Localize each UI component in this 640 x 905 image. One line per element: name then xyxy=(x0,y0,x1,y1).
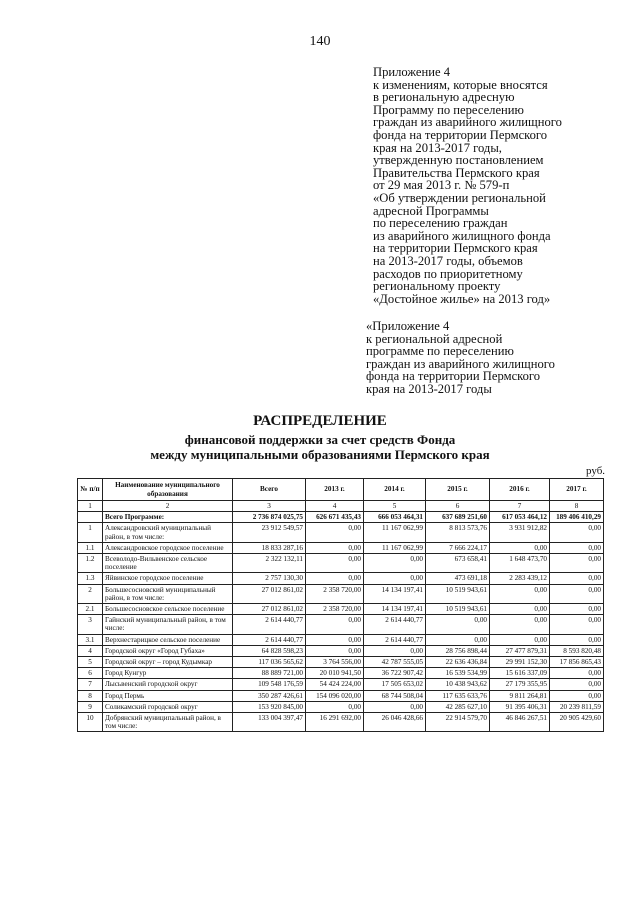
note-line: «Приложение 4 xyxy=(366,319,450,333)
header-2015: 2015 г. xyxy=(426,479,490,501)
amount-cell: 7 666 224,17 xyxy=(426,542,490,553)
amount-cell: 0,00 xyxy=(550,604,604,615)
header-2016: 2016 г. xyxy=(490,479,550,501)
amount-cell: 17 505 653,02 xyxy=(364,679,426,690)
amount-cell: 2 614 440,77 xyxy=(364,634,426,645)
amount-cell: 0,00 xyxy=(490,604,550,615)
row-number: 1.1 xyxy=(78,542,103,553)
total-cell: 626 671 435,43 xyxy=(306,512,364,523)
amount-cell: 20 239 811,59 xyxy=(550,701,604,712)
note-line: «Об утверждении региональной xyxy=(373,190,546,205)
amount-cell: 0,00 xyxy=(550,634,604,645)
amount-cell: 0,00 xyxy=(550,554,604,573)
table-row xyxy=(78,584,604,603)
amount-cell: 28 756 898,44 xyxy=(426,645,490,656)
municipality-name: Лысьвенский городской округ xyxy=(103,679,233,690)
table-row xyxy=(78,645,604,656)
note-line: расходов по приоритетному xyxy=(373,266,523,281)
amount-cell: 0,00 xyxy=(550,542,604,553)
municipality-name: Гайнский муниципальный район, в том числе: xyxy=(103,615,233,634)
note-line: на территории Пермского края xyxy=(373,241,538,256)
municipality-name: Соликамский городской округ xyxy=(103,701,233,712)
note-line: Приложение 4 xyxy=(373,65,451,79)
municipality-name: Большесосновское сельское поселение xyxy=(103,604,233,615)
municipality-name: Александровское городское поселение xyxy=(103,542,233,553)
column-index: 5 xyxy=(364,501,426,512)
table-row xyxy=(78,713,604,732)
amount-cell: 154 096 020,00 xyxy=(306,690,364,701)
row-number: 5 xyxy=(78,657,103,668)
table-row xyxy=(78,542,604,553)
document-subheading-line1: финансовой поддержки за счет средств Фонда xyxy=(184,432,456,447)
row-number: 7 xyxy=(78,679,103,690)
row-number: 1.3 xyxy=(78,573,103,584)
municipality-name: Верхнестарицкое сельское поселение xyxy=(103,634,233,645)
amount-cell: 0,00 xyxy=(426,615,490,634)
header-number: № п/п xyxy=(78,479,103,501)
total-label: Всего Программе: xyxy=(103,512,233,523)
amount-cell: 0,00 xyxy=(550,690,604,701)
amount-cell: 22 636 436,84 xyxy=(426,657,490,668)
amount-cell: 15 616 337,09 xyxy=(490,668,550,679)
header-2017: 2017 г. xyxy=(550,479,604,501)
row-number: 10 xyxy=(78,713,103,732)
amount-cell: 0,00 xyxy=(550,668,604,679)
note-line: Программу по переселению xyxy=(373,102,524,117)
table-row xyxy=(78,634,604,645)
note-line: к изменениям, которые вносятся xyxy=(373,77,548,92)
amount-cell: 54 424 224,00 xyxy=(306,679,364,690)
amount-cell: 3 764 556,00 xyxy=(306,657,364,668)
amount-cell: 0,00 xyxy=(490,634,550,645)
header-municipality: Наименование муниципального образования xyxy=(103,479,233,501)
amount-cell: 11 167 062,99 xyxy=(364,542,426,553)
amount-cell: 0,00 xyxy=(426,634,490,645)
note-line: края на 2013-2017 годы xyxy=(366,381,492,396)
municipality-name: Всеволодо-Вильвенское сельское поселение xyxy=(103,554,233,573)
column-index: 4 xyxy=(306,501,364,512)
amount-cell: 0,00 xyxy=(306,701,364,712)
amount-cell: 0,00 xyxy=(364,554,426,573)
document-subheading-line2: между муниципальными образованиями Пермского края xyxy=(150,447,490,462)
amount-cell: 0,00 xyxy=(550,679,604,690)
total-cell: 2 736 874 025,75 xyxy=(233,512,306,523)
distribution-table xyxy=(77,478,604,732)
amount-cell: 10 519 943,61 xyxy=(426,584,490,603)
amount-cell: 91 395 406,31 xyxy=(490,701,550,712)
amount-cell: 133 004 397,47 xyxy=(233,713,306,732)
amount-cell: 88 889 721,00 xyxy=(233,668,306,679)
amount-cell: 117 036 565,62 xyxy=(233,657,306,668)
amount-cell: 22 914 579,70 xyxy=(426,713,490,732)
amount-cell: 0,00 xyxy=(306,523,364,542)
row-number: 3 xyxy=(78,615,103,634)
amount-cell: 0,00 xyxy=(550,523,604,542)
total-row xyxy=(78,512,604,523)
table-row xyxy=(78,554,604,573)
note-line: к региональной адресной xyxy=(366,331,503,346)
table-row xyxy=(78,523,604,542)
amount-cell: 14 134 197,41 xyxy=(364,604,426,615)
amount-cell: 2 614 440,77 xyxy=(364,615,426,634)
amount-cell: 0,00 xyxy=(550,584,604,603)
amount-cell: 26 046 428,66 xyxy=(364,713,426,732)
row-number: 6 xyxy=(78,668,103,679)
note-line: от 29 мая 2013 г. № 579-п xyxy=(373,178,510,193)
amount-cell: 0,00 xyxy=(306,645,364,656)
table-row xyxy=(78,668,604,679)
table-row xyxy=(78,701,604,712)
amount-cell: 27 012 861,02 xyxy=(233,584,306,603)
column-index: 6 xyxy=(426,501,490,512)
amount-cell: 27 012 861,02 xyxy=(233,604,306,615)
page-number: 140 xyxy=(309,34,331,49)
row-number: 1.2 xyxy=(78,554,103,573)
amount-cell: 153 920 845,00 xyxy=(233,701,306,712)
row-number: 2.1 xyxy=(78,604,103,615)
amount-cell: 0,00 xyxy=(364,645,426,656)
row-number: 1 xyxy=(78,523,103,542)
amount-cell: 473 691,18 xyxy=(426,573,490,584)
column-index: 1 xyxy=(78,501,103,512)
amount-cell: 350 287 426,61 xyxy=(233,690,306,701)
municipality-name: Добрянский муниципальный район, в том числе: xyxy=(103,713,233,732)
municipality-name: Яйвинское городское поселение xyxy=(103,573,233,584)
municipality-name: Городской округ – город Кудымкар xyxy=(103,657,233,668)
header-2014: 2014 г. xyxy=(364,479,426,501)
amount-cell: 2 757 130,30 xyxy=(233,573,306,584)
amount-cell: 117 635 633,76 xyxy=(426,690,490,701)
row-number: 9 xyxy=(78,701,103,712)
amount-cell: 20 905 429,60 xyxy=(550,713,604,732)
amount-cell: 18 833 287,16 xyxy=(233,542,306,553)
amount-cell: 0,00 xyxy=(306,634,364,645)
amount-cell: 36 722 907,42 xyxy=(364,668,426,679)
note-line: на 2013-2017 годы, объемов xyxy=(373,253,523,268)
note-line: граждан из аварийного жилищного xyxy=(373,115,562,130)
appendix-note-amendment xyxy=(373,66,562,305)
amount-cell: 673 658,41 xyxy=(426,554,490,573)
amount-cell: 8 813 573,76 xyxy=(426,523,490,542)
column-index: 7 xyxy=(490,501,550,512)
row-number: 4 xyxy=(78,645,103,656)
amount-cell: 23 912 549,57 xyxy=(233,523,306,542)
appendix-note-original xyxy=(366,320,555,396)
amount-cell: 2 614 440,77 xyxy=(233,615,306,634)
amount-cell: 0,00 xyxy=(306,615,364,634)
table-row xyxy=(78,657,604,668)
amount-cell: 1 648 473,70 xyxy=(490,554,550,573)
amount-cell: 2 358 720,00 xyxy=(306,584,364,603)
municipality-name: Александровский муниципальный район, в том числе: xyxy=(103,523,233,542)
total-cell xyxy=(78,512,103,523)
column-index: 3 xyxy=(233,501,306,512)
note-line: в региональную адресную xyxy=(373,90,515,105)
amount-cell: 0,00 xyxy=(306,542,364,553)
note-line: утвержденную постановлением xyxy=(373,153,544,168)
note-line: адресной Программы xyxy=(373,203,489,218)
amount-cell: 14 134 197,41 xyxy=(364,584,426,603)
table-header-row xyxy=(78,479,604,501)
amount-cell: 20 010 941,50 xyxy=(306,668,364,679)
row-number: 2 xyxy=(78,584,103,603)
amount-cell: 2 614 440,77 xyxy=(233,634,306,645)
amount-cell: 27 179 355,95 xyxy=(490,679,550,690)
note-line: фонда на территории Пермского xyxy=(366,369,541,384)
document-heading: РАСПРЕДЕЛЕНИЕ xyxy=(253,413,387,429)
amount-cell: 0,00 xyxy=(364,701,426,712)
column-index: 2 xyxy=(103,501,233,512)
total-cell: 617 053 464,12 xyxy=(490,512,550,523)
total-cell: 666 053 464,31 xyxy=(364,512,426,523)
note-line: «Достойное жилье» на 2013 год» xyxy=(373,291,551,306)
amount-cell: 10 438 943,62 xyxy=(426,679,490,690)
amount-cell: 42 285 627,10 xyxy=(426,701,490,712)
note-line: фонда на территории Пермского xyxy=(373,127,548,142)
total-cell: 189 406 410,29 xyxy=(550,512,604,523)
note-line: граждан из аварийного жилищного xyxy=(366,356,555,371)
amount-cell: 0,00 xyxy=(306,554,364,573)
amount-cell: 8 593 820,48 xyxy=(550,645,604,656)
municipality-name: Большесосновский муниципальный район, в том числе: xyxy=(103,584,233,603)
amount-cell: 2 358 720,00 xyxy=(306,604,364,615)
table-row xyxy=(78,604,604,615)
row-number: 8 xyxy=(78,690,103,701)
header-total: Всего xyxy=(233,479,306,501)
amount-cell: 11 167 062,99 xyxy=(364,523,426,542)
note-line: программе по переселению xyxy=(366,344,514,359)
note-line: Правительства Пермского края xyxy=(373,165,540,180)
amount-cell: 0,00 xyxy=(550,573,604,584)
amount-cell: 0,00 xyxy=(490,584,550,603)
municipality-name: Город Пермь xyxy=(103,690,233,701)
table-row xyxy=(78,690,604,701)
amount-cell: 109 548 176,59 xyxy=(233,679,306,690)
amount-cell: 10 519 943,61 xyxy=(426,604,490,615)
municipality-name: Город Кунгур xyxy=(103,668,233,679)
table-row xyxy=(78,679,604,690)
note-line: региональному проекту xyxy=(373,279,501,294)
column-index: 8 xyxy=(550,501,604,512)
total-cell: 637 689 251,60 xyxy=(426,512,490,523)
amount-cell: 0,00 xyxy=(306,573,364,584)
amount-cell: 0,00 xyxy=(490,542,550,553)
amount-cell: 0,00 xyxy=(490,615,550,634)
amount-cell: 27 477 879,31 xyxy=(490,645,550,656)
column-index-row xyxy=(78,501,604,512)
amount-cell: 2 322 132,11 xyxy=(233,554,306,573)
amount-cell: 0,00 xyxy=(364,573,426,584)
note-line: по переселению граждан xyxy=(373,216,508,231)
amount-cell: 29 991 152,30 xyxy=(490,657,550,668)
municipality-name: Городской округ «Город Губаха» xyxy=(103,645,233,656)
amount-cell: 2 283 439,12 xyxy=(490,573,550,584)
note-line: края на 2013-2017 годы, xyxy=(373,140,502,155)
amount-cell: 17 856 865,43 xyxy=(550,657,604,668)
amount-cell: 46 846 267,51 xyxy=(490,713,550,732)
table-row xyxy=(78,573,604,584)
amount-cell: 3 931 912,82 xyxy=(490,523,550,542)
amount-cell: 64 828 598,23 xyxy=(233,645,306,656)
amount-cell: 16 291 692,00 xyxy=(306,713,364,732)
currency-units: руб. xyxy=(586,465,606,477)
amount-cell: 16 539 534,99 xyxy=(426,668,490,679)
amount-cell: 42 787 555,05 xyxy=(364,657,426,668)
row-number: 3.1 xyxy=(78,634,103,645)
amount-cell: 0,00 xyxy=(550,615,604,634)
note-line: из аварийного жилищного фонда xyxy=(373,228,551,243)
amount-cell: 9 811 264,81 xyxy=(490,690,550,701)
amount-cell: 68 744 508,04 xyxy=(364,690,426,701)
header-2013: 2013 г. xyxy=(306,479,364,501)
table-row xyxy=(78,615,604,634)
